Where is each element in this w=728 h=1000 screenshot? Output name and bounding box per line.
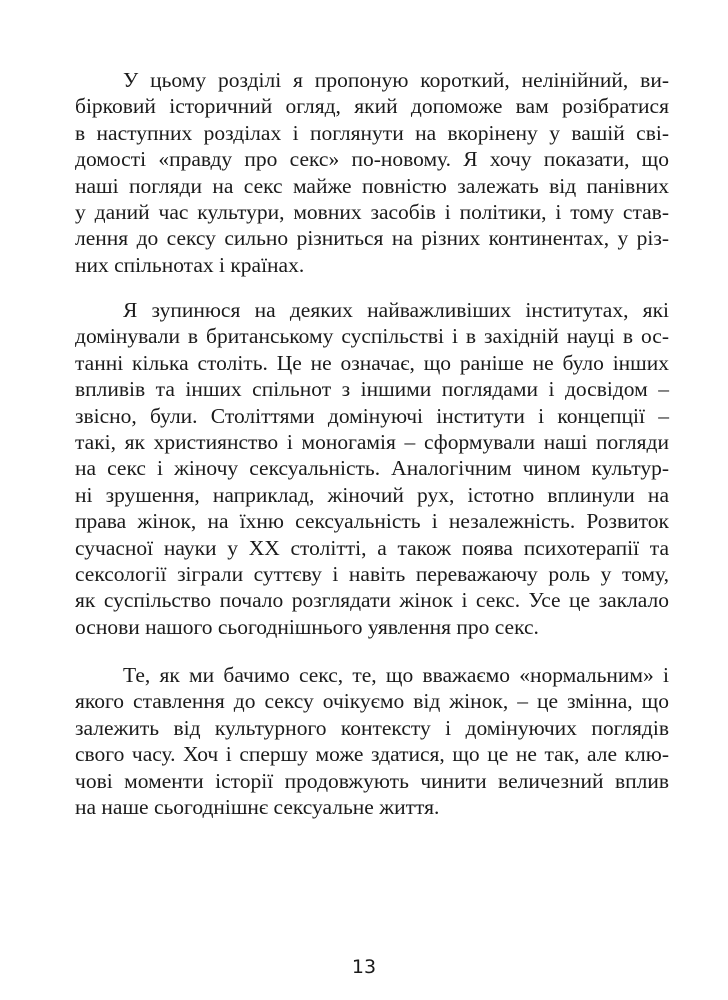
text-line: танні кілька століть. Це не означає, що раніше не було інших [75,350,669,375]
text-line: в наступних розділах і поглянути на вкорінену у вашій сві- [75,120,669,145]
text-line: у даний час культури, мовних засобів і політики, і тому став- [75,199,669,224]
text-line: свого часу. Хоч і спершу може здатися, що це не так, але клю- [75,742,669,767]
text-line: домінували в британському суспільстві і в західній науці в ос- [75,324,669,349]
paragraph-2 [75,297,669,640]
text-line: чові моменти історії продовжують чинити величезний вплив [75,768,669,793]
text-line: сучасної науки у XX столітті, а також поява психотерапії та [75,535,669,560]
text-line: впливів та інших спільнот з іншими поглядами і досвідом – [75,377,669,402]
text-line: лення до сексу сильно різниться на різних континентах, у різ- [75,226,669,251]
text-line: наші погляди на секс майже повністю залежать від панівних [75,173,669,198]
text-line: такі, як християнство і моногамія – сформували наші погляди [75,429,669,454]
paragraph-3 [75,662,669,820]
text-line: Те, як ми бачимо секс, те, що вважаємо «нормальним» і [123,663,669,687]
paragraph-1 [75,67,669,278]
text-line: бірковий історичний огляд, який допоможе вам розібратися [75,94,669,119]
text-line: У цьому розділі я пропоную короткий, нелінійний, ви- [123,68,669,92]
text-line: якого ставлення до сексу очікуємо від жінок, – це змінна, що [75,689,669,714]
text-line: Я зупинюся на деяких найважливіших інститутах, які [123,298,669,322]
text-line: сексології зіграли суттєву і навіть переважаючу роль у тому, [75,561,669,586]
text-line: як суспільство почало розглядати жінок і секс. Усе це заклало [75,588,669,613]
text-line: на секс і жіночу сексуальність. Аналогічним чином культур- [75,456,669,481]
text-line: них спільнотах і країнах. [75,252,305,277]
text-line: ні зрушення, наприклад, жіночий рух, істотно вплинули на [75,482,669,507]
text-line: на наше сьогоднішнє сексуальне життя. [75,794,440,819]
text-line: звісно, були. Століттями домінуючі інститути і концепції – [75,403,669,428]
text-line: права жінок, на їхню сексуальність і незалежність. Розвиток [75,509,669,534]
text-line: домості «правду про секс» по-новому. Я хочу показати, що [75,147,669,172]
page-number: 13 [351,956,377,978]
text-line: основи нашого сьогоднішнього уявлення про секс. [75,614,539,639]
text-line: залежить від культурного контексту і домінуючих поглядів [75,715,669,740]
